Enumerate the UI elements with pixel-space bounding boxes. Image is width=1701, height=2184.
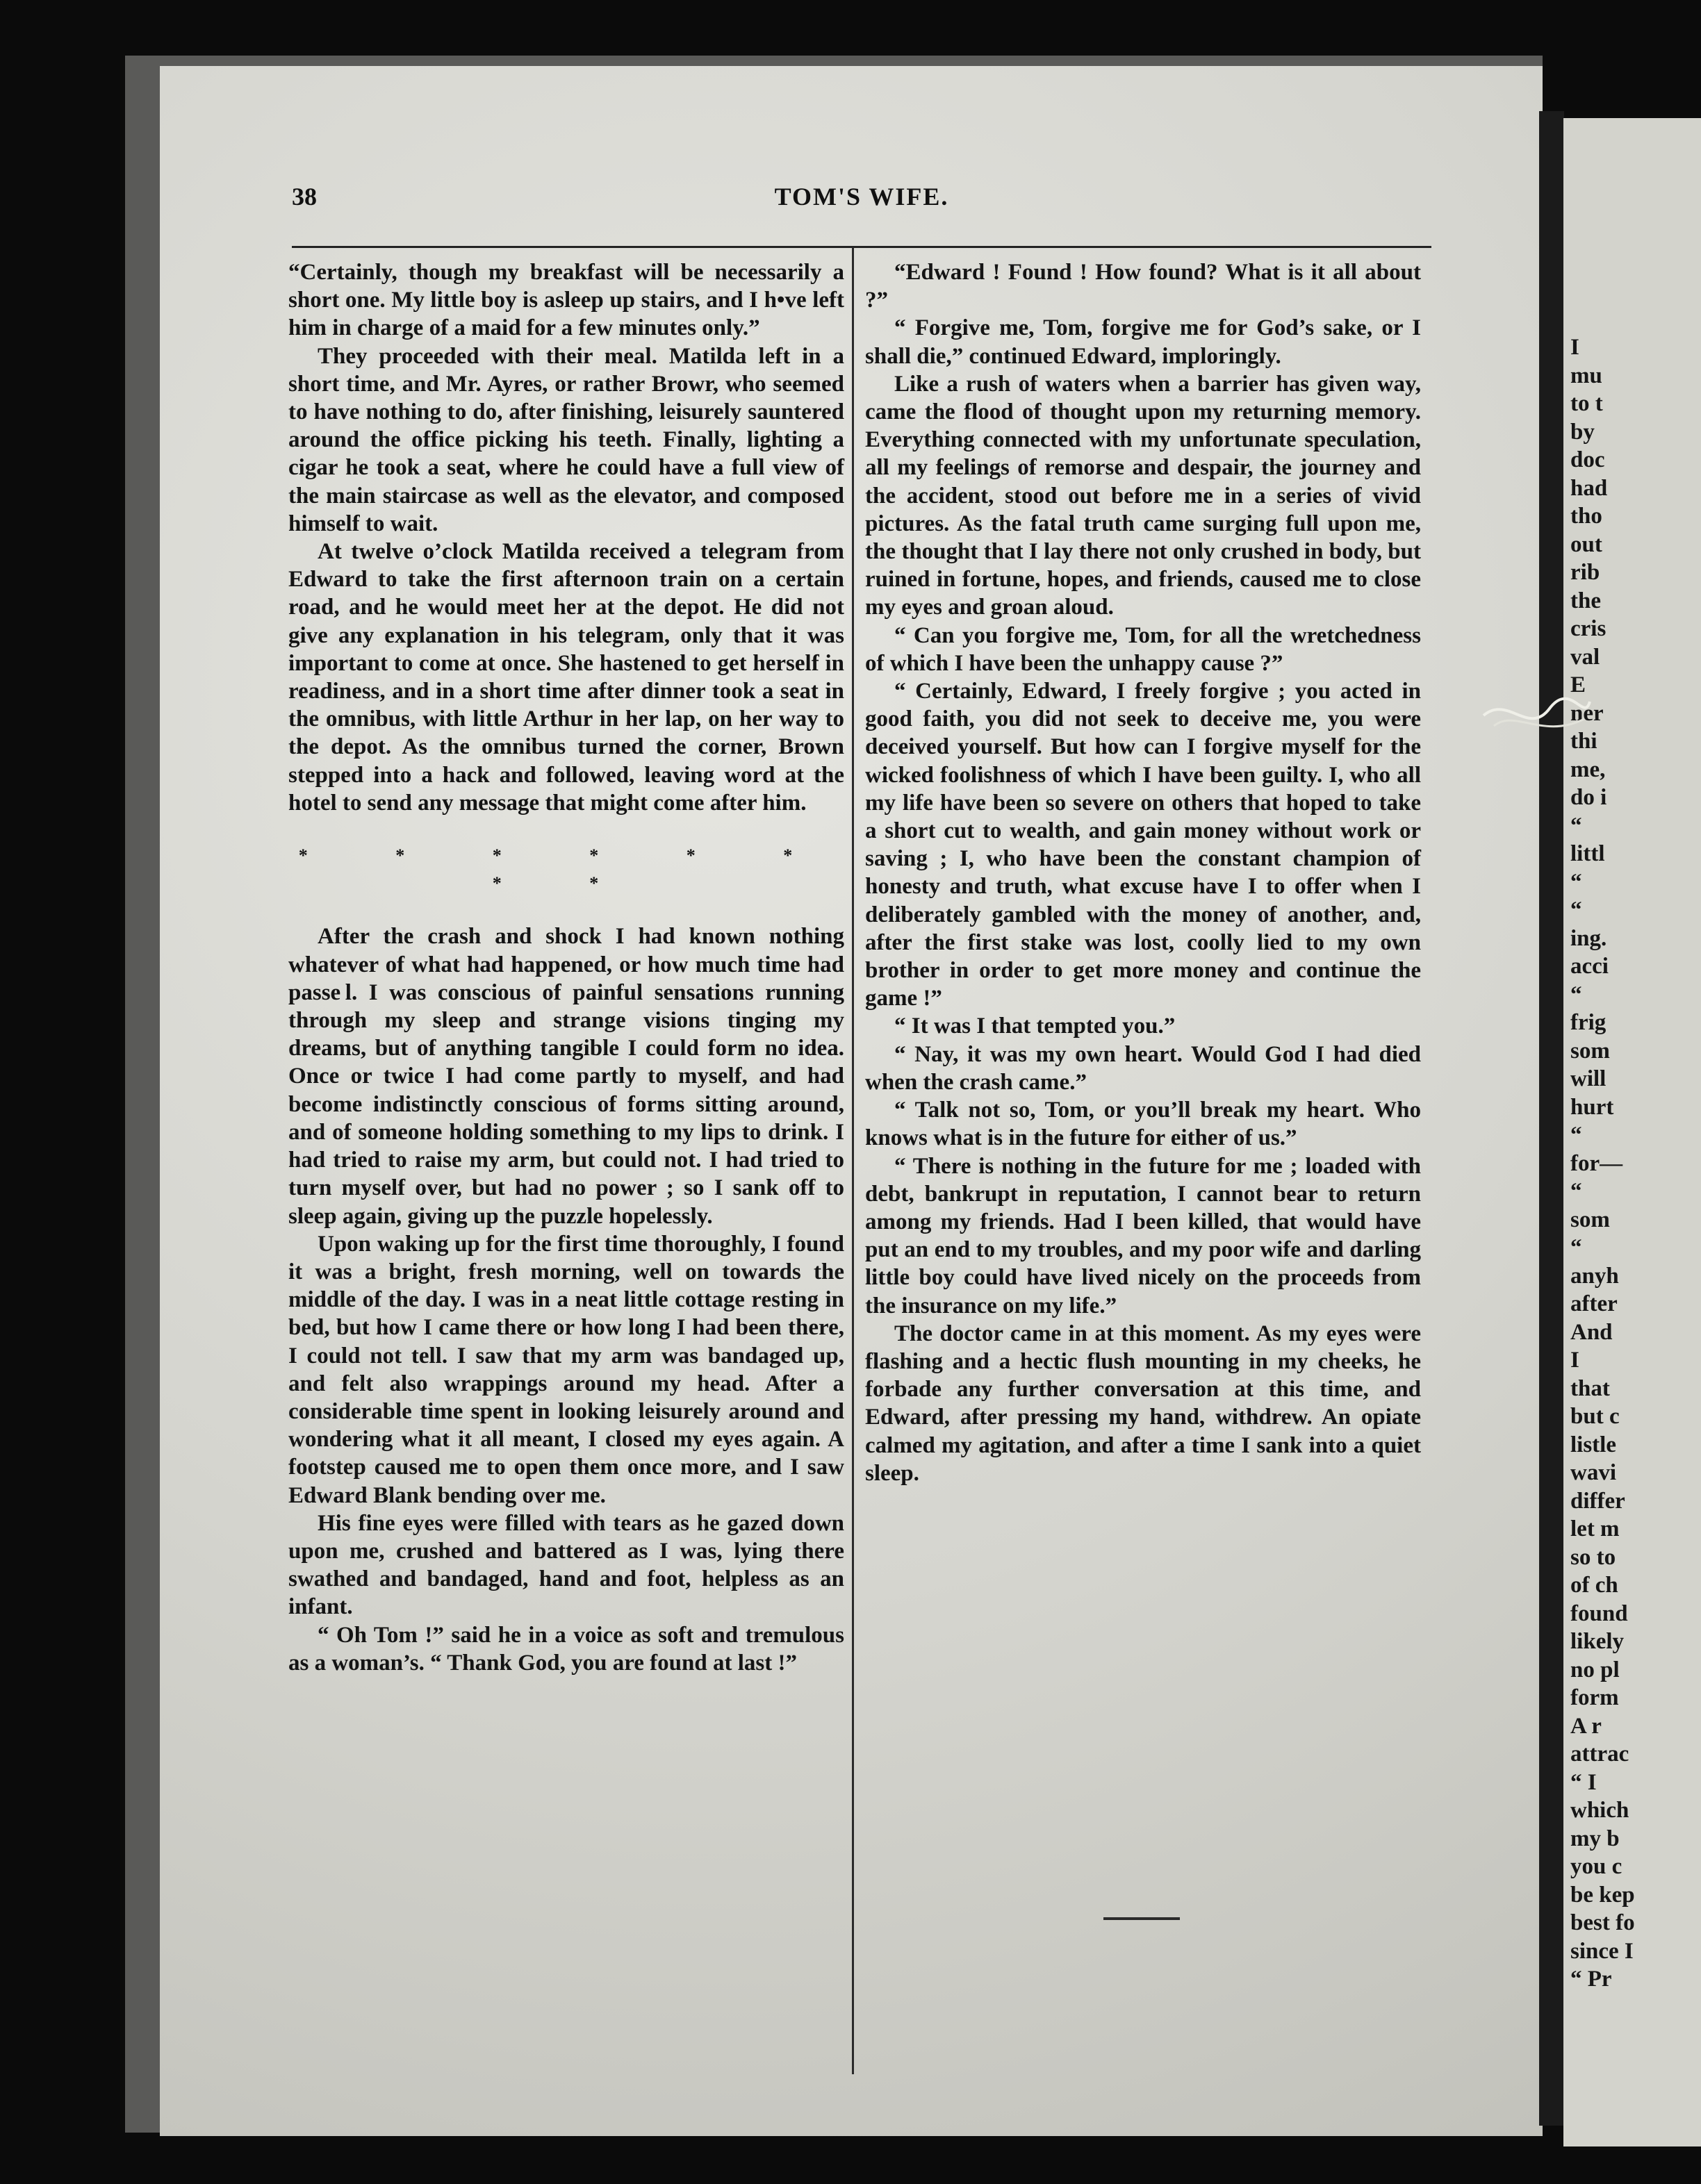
right-column [865, 258, 1421, 1487]
paragraph: At twelve o’clock Matilda received a telegram from Edward to take the first afternoon train on a certain road, and he would meet her at the depot. He did not give any explanation in his telegram, only that it was important to come at once. She hastened to get herself in readiness, and in a short time after dinner took a seat in the omnibus, with little Arthur in her lap, on her way to the depot. As the omnibus turned the corner, Brown stepped into a hack and followed, leaving word at the hotel to send any message that might come after him. [288, 539, 844, 816]
facing-page-fragment: E [1570, 672, 1586, 697]
facing-page-fragment: val [1570, 644, 1600, 670]
paragraph: Like a rush of waters when a barrier has given way, came the flood of thought upon my returning memory. Everything connected with my unfortunate speculation, all my feelings of remorse and despair, the journey and the accident, stood out before me in a series of vivid pictures. As the fatal truth came surging full upon me, the thought that I lay there not only crushed in body, but ruined in fortune, hopes, and friends, caused me to close my eyes and groan aloud. [865, 371, 1421, 620]
facing-page-fragment: found [1570, 1600, 1628, 1626]
facing-page-fragment: mu [1570, 363, 1602, 388]
facing-page-fragment: rib [1570, 560, 1600, 585]
facing-page-fragment: “ [1570, 982, 1582, 1007]
column-divider [852, 247, 854, 2074]
paragraph: “ There is nothing in the future for me ; loaded with debt, bankrupt in reputation, I cannot bear to return among my friends. Had I been killed, that would have put an end to my troubles, and my poor wife and darling little boy could have lived nicely on the proceeds from the insurance on my life.” [865, 1153, 1421, 1318]
facing-page-fragment: so to [1570, 1544, 1616, 1570]
facing-page-fragment: doc [1570, 447, 1605, 472]
running-head [292, 182, 1431, 217]
page-number: 38 [292, 183, 317, 210]
left-column [288, 258, 844, 1677]
facing-page-fragment: my b [1570, 1826, 1620, 1851]
paragraph: “Certainly, though my breakfast will be necessarily a short one. My little boy is asleep up stairs, and I h•ve left him in charge of a maid for a few minutes only.” [288, 260, 844, 341]
paragraph: His fine eyes were filled with tears as he gazed down upon me, crushed and battered as I was, lying there swathed and bandaged, hand and foot, helpless as an infant. [288, 1510, 844, 1620]
paragraph: “ Certainly, Edward, I freely forgive ; you acted in good faith, you did not seek to deceive me, you were deceived yourself. But how can I forgive myself for the wicked foolishness of which I have been guilty. I, who all my life have been so severe on others that hoped to take a short cut to wealth, and gain money without work or saving ; I, who have been the constant champion of honesty and truth, what excuse have I to offer when I deliberately gambled with the money of another, and, after the first stake was lost, coolly lied to my own brother in order to get more money and continue the game !” [865, 679, 1421, 1011]
facing-page-fragment: “ [1570, 869, 1582, 895]
facing-page-fragment: after [1570, 1291, 1618, 1316]
facing-page-fragment: you c [1570, 1854, 1622, 1879]
facing-page-fragment: thi [1570, 729, 1597, 754]
paragraph: “ Nay, it was my own heart. Would God I had died when the crash came.” [865, 1041, 1421, 1095]
facing-page-fragment: som [1570, 1207, 1610, 1232]
facing-page-fragment: that [1570, 1375, 1610, 1401]
section-break: * * * * * * * * [298, 845, 835, 894]
facing-page-fragment: “ Pr [1570, 1967, 1612, 1992]
paragraph: “ Oh Tom !” said he in a voice as soft and tremulous as a woman’s. “ Thank God, you are found at last !” [288, 1622, 844, 1676]
facing-page-fragment: I [1570, 335, 1579, 360]
facing-page-fragment: had [1570, 475, 1608, 501]
binding-thread [1480, 688, 1591, 743]
facing-page-fragment: hurt [1570, 1094, 1614, 1120]
facing-page-fragment: do i [1570, 785, 1607, 810]
facing-page-fragment: best fo [1570, 1910, 1635, 1935]
book-gutter [1539, 111, 1564, 2126]
paragraph: After the crash and shock I had known nothing whatever of what had happened, or how much time had passe l. I was conscious of painful sensations running through my sleep and strange visions tinging my dreams, but of anything tangible I could form no idea. Once or twice I had come partly to myself, and had become indistinctly conscious of forms sitting around, and of someone holding something to my lips to drink. I had tried to raise my arm, but could not. I had tried to turn myself over, but had no power ; so I sank off to sleep again, giving up the puzzle hopelessly. [288, 924, 844, 1229]
facing-page-fragment: which [1570, 1798, 1629, 1823]
facing-page-fragment: me, [1570, 756, 1606, 782]
facing-page-fragment: let m [1570, 1516, 1620, 1541]
facing-page-fragment: ner [1570, 700, 1604, 726]
facing-page-fragment: to t [1570, 391, 1603, 416]
paragraph: The doctor came in at this moment. As my eyes were flashing and a hectic flush mounting in my cheeks, he forbade any further conversation at this time, and Edward, after pressing my hand, withdrew. An opiate calmed my agitation, and after a time I sank into a quiet sleep. [865, 1321, 1421, 1486]
facing-page-fragment: littl [1570, 841, 1605, 866]
facing-page-fragment: frig [1570, 1010, 1606, 1035]
facing-page-fragment: And [1570, 1319, 1613, 1345]
facing-page-fragment: “ [1570, 1235, 1582, 1260]
facing-page-fragment: but c [1570, 1404, 1620, 1429]
paragraph: Upon waking up for the first time thoroughly, I found it was a bright, fresh morning, well on towards the middle of the day. I was in a neat little cottage resting in bed, but how I came there or how long I had been there, I could not tell. I saw that my arm was bandaged up, and felt also wrappings around my head. After a considerable time spent in looking leisurely around and wondering what it all meant, I closed my eyes again. A footstep caused me to open them once more, and I saw Edward Blank bending over me. [288, 1231, 844, 1508]
facing-page-fragment: A r [1570, 1713, 1602, 1739]
facing-page-fragment: no pl [1570, 1657, 1620, 1682]
facing-page-fragment: “ I [1570, 1769, 1597, 1795]
facing-page-fragment: for— [1570, 1150, 1623, 1176]
facing-page-fragment: differ [1570, 1488, 1625, 1514]
facing-page-fragment: acci [1570, 954, 1609, 979]
end-rule [1103, 1917, 1180, 1920]
facing-page-fragment: tho [1570, 504, 1602, 529]
paragraph: “ Can you forgive me, Tom, for all the wretchedness of which I have been the unhappy cause ?” [865, 622, 1421, 676]
facing-page-fragment: cris [1570, 616, 1606, 641]
facing-page-fragment: wavi [1570, 1460, 1616, 1485]
paragraph: They proceeded with their meal. Matilda left in a short time, and Mr. Ayres, or rather Browr, who seemed to have nothing to do, after finishing, leisurely sauntered around the office picking his teeth. Finally, lighting a cigar he took a seat, where he could have a full view of the main staircase as well as the elevator, and composed himself to wait. [288, 343, 844, 536]
facing-page-fragment: “ [1570, 1179, 1582, 1204]
facing-page-fragment: “ [1570, 1123, 1582, 1148]
facing-page-fragment: form [1570, 1685, 1619, 1710]
facing-page-fragment: som [1570, 1038, 1610, 1064]
facing-page-fragment: “ [1570, 897, 1582, 923]
facing-page-fragment: by [1570, 419, 1595, 445]
running-title: TOM'S WIFE. [774, 183, 949, 210]
paragraph: “ It was I that tempted you.” [894, 1014, 1176, 1039]
facing-page-fragment: of ch [1570, 1573, 1618, 1598]
facing-page-fragment: “ [1570, 813, 1582, 838]
facing-page-fragment: be kep [1570, 1882, 1635, 1908]
facing-page-fragment: will [1570, 1066, 1606, 1091]
facing-page-fragment: likely [1570, 1629, 1625, 1654]
facing-page-fragment: listle [1570, 1432, 1616, 1457]
facing-page-fragment: anyh [1570, 1263, 1619, 1289]
facing-page-fragment: since I [1570, 1938, 1634, 1964]
facing-page-fragment: attrac [1570, 1742, 1629, 1767]
paragraph: “ Talk not so, Tom, or you’ll break my heart. Who knows what is in the future for either of us.” [865, 1098, 1421, 1151]
facing-page-fragment: I [1570, 1348, 1579, 1373]
paragraph: “ Forgive me, Tom, forgive me for God’s sake, or I shall die,” continued Edward, imploringly. [865, 315, 1421, 369]
header-rule [292, 246, 1431, 248]
paragraph: “Edward ! Found ! How found? What is it all about ?” [865, 260, 1421, 313]
facing-page-fragment: ing. [1570, 925, 1607, 951]
facing-page-fragment: the [1570, 588, 1601, 613]
facing-page [1563, 118, 1701, 2146]
facing-page-fragment: out [1570, 531, 1602, 557]
